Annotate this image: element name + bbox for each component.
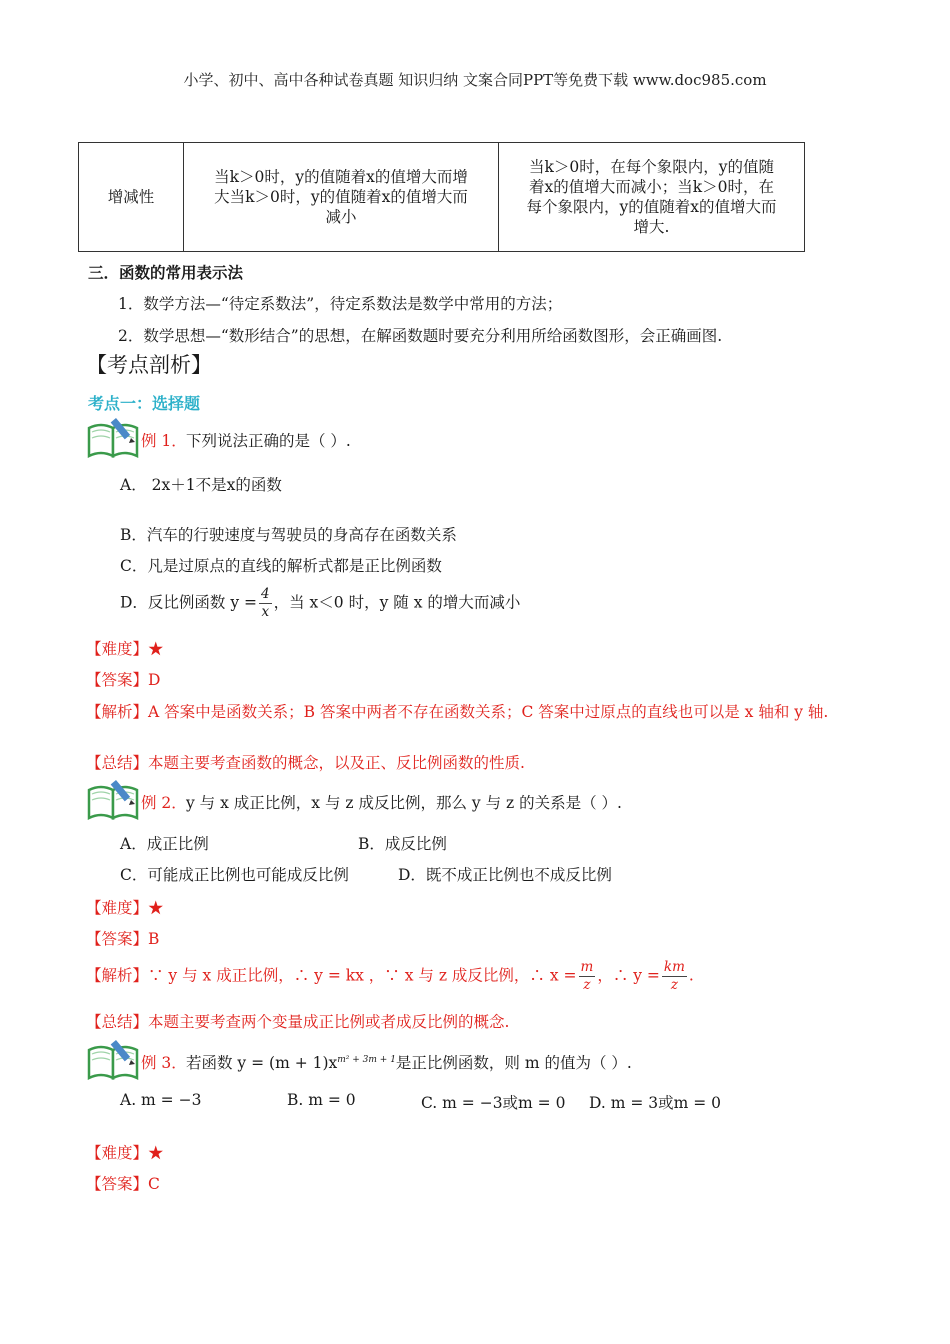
ex2-option-a: A．成正比例 — [120, 835, 209, 853]
ex2-option-d: D．既不成正比例也不成反比例 — [398, 866, 612, 884]
ex3-stem-post: 是正比例函数，则 m 的值为（ ）. — [395, 1054, 632, 1072]
ex3-stem — [186, 1051, 632, 1073]
ex1-option-d — [120, 586, 520, 621]
ex1-label: 例 1． — [141, 432, 187, 450]
ex1-answer — [86, 668, 160, 690]
ex1-d-den: x — [261, 604, 270, 620]
ex2-f1-den: z — [583, 977, 591, 993]
ex1-summary: 【总结】本题主要考查函数的概念，以及正、反比例函数的性质. — [86, 754, 525, 772]
cell1-line3: 减小 — [325, 208, 357, 226]
ex3-exponent: m² + 3m + 1 — [337, 1054, 396, 1065]
cell2-line3: 每个象限内，y的值随着x的值增大而 — [526, 198, 777, 216]
cell2-line2: 着x的值增大而减小；当k＞0时，在 — [529, 178, 774, 196]
ex2-fraction-2 — [662, 959, 687, 994]
ex1-difficulty — [86, 637, 164, 659]
ex1-option-b: B．汽车的行驶速度与驾驶员的身高存在函数关系 — [120, 526, 457, 544]
answer-value: D — [148, 671, 161, 689]
ex1-d-pre: D．反比例函数 y = — [120, 593, 258, 612]
page-header: 小学、初中、高中各种试卷真题 知识归纳 文案合同PPT等免费下载 www.doc985.com — [183, 71, 767, 89]
ex2-explain-post: . — [688, 966, 694, 985]
ex1-explain: 【解析】A 答案中是函数关系；B 答案中两者不存在函数关系；C 答案中过原点的直线也可以是 x 轴和 y 轴. — [86, 703, 829, 721]
ex3-option-b: B. m = 0 — [287, 1091, 356, 1109]
answer-value: B — [148, 930, 160, 948]
ex3-difficulty — [86, 1141, 164, 1163]
point1-title: 考点一：选择题 — [88, 394, 201, 413]
ex2-fraction-1 — [579, 959, 596, 994]
ex2-answer — [86, 927, 159, 949]
ex3-answer — [86, 1172, 160, 1194]
table-cell-proportional — [184, 143, 499, 252]
cell2-line4: 增大. — [633, 218, 670, 236]
section3-title: 三．函数的常用表示法 — [88, 263, 244, 282]
cell1-line1: 当k＞0时，y的值随着x的值增大而增 — [214, 168, 468, 186]
book-pencil-icon — [87, 416, 141, 458]
book-pencil-icon — [87, 778, 141, 820]
answer-label: 【答案】 — [86, 1175, 149, 1193]
difficulty-label: 【难度】 — [86, 899, 149, 917]
difficulty-star: ★ — [148, 640, 164, 658]
table-label-cell: 增减性 — [79, 143, 184, 252]
difficulty-star: ★ — [148, 899, 164, 917]
ex2-option-b: B．成反比例 — [358, 835, 447, 853]
ex2-explain-pre: 【解析】∵ y 与 x 成正比例，∴ y = kx ，∵ x 与 z 成反比例，∴ x = — [86, 966, 577, 985]
ex2-explain — [86, 959, 694, 994]
ex2-difficulty — [86, 896, 164, 918]
ex3-option-c: C. m = −3或m = 0 — [421, 1094, 566, 1112]
ex2-f1-num: m — [580, 959, 594, 975]
cell2-line1: 当k＞0时，在每个象限内，y的值随 — [528, 158, 774, 176]
ex2-stem: y 与 x 成正比例，x 与 z 成反比例，那么 y 与 z 的关系是（ ）. — [186, 794, 622, 812]
book-pencil-icon — [87, 1038, 141, 1080]
difficulty-label: 【难度】 — [86, 1144, 149, 1162]
cell1-line2: 大当k＞0时，y的值随着x的值增大而 — [214, 188, 468, 206]
ex2-label: 例 2． — [141, 794, 187, 812]
answer-value: C — [148, 1175, 160, 1193]
analysis-title: 【考点剖析】 — [86, 353, 212, 377]
ex1-stem: 下列说法正确的是（ ）. — [186, 432, 351, 450]
difficulty-label: 【难度】 — [86, 640, 149, 658]
section3-item2: 2．数学思想—“数形结合”的思想，在解函数题时要充分利用所给函数图形，会正确画图. — [118, 327, 723, 345]
answer-label: 【答案】 — [86, 930, 149, 948]
ex1-d-num: 4 — [261, 586, 270, 602]
ex3-option-d: D. m = 3或m = 0 — [589, 1094, 722, 1112]
ex1-d-post: ，当 x＜0 时，y 随 x 的增大而减小 — [273, 593, 521, 612]
ex2-f2-den: z — [670, 977, 678, 993]
ex3-option-a: A. m = −3 — [120, 1091, 202, 1109]
ex1-option-a: A． 2x＋1不是x的函数 — [120, 476, 282, 494]
ex2-summary: 【总结】本题主要考查两个变量成正比例或者成反比例的概念. — [86, 1013, 510, 1031]
table-cell-inverse — [499, 143, 805, 252]
monotonicity-table — [78, 142, 805, 252]
ex1-option-c: C．凡是过原点的直线的解析式都是正比例函数 — [120, 557, 442, 575]
difficulty-star: ★ — [148, 1144, 164, 1162]
ex2-f2-num: km — [663, 959, 685, 975]
answer-label: 【答案】 — [86, 671, 149, 689]
ex2-option-c: C．可能成正比例也可能成反比例 — [120, 866, 349, 884]
section3-item1: 1．数学方法—“待定系数法”，待定系数法是数学中常用的方法； — [118, 295, 563, 313]
ex1-d-fraction — [259, 586, 272, 621]
ex3-label: 例 3． — [141, 1054, 187, 1072]
ex2-explain-mid: ，∴ y = — [597, 966, 660, 985]
ex3-stem-pre: 若函数 y = (m + 1)x — [186, 1054, 338, 1072]
